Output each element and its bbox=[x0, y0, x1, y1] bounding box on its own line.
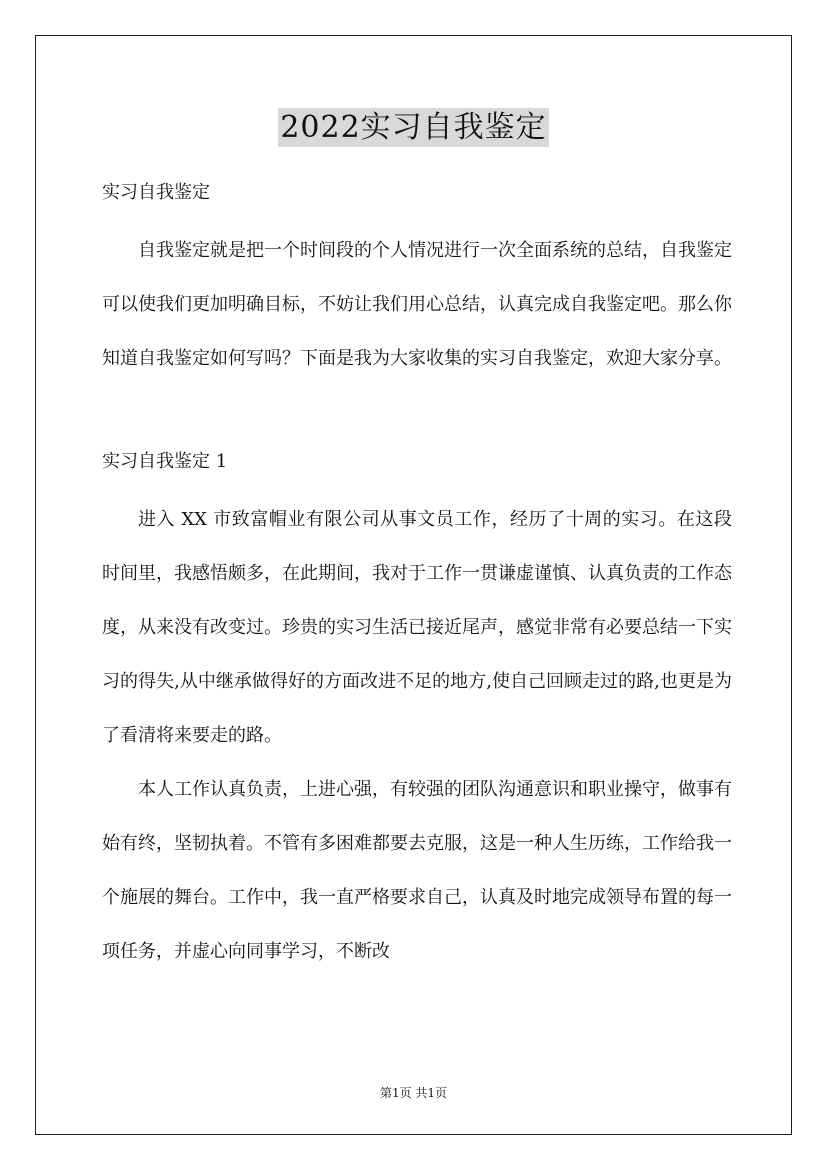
document-title-wrap bbox=[0, 102, 827, 146]
intro-paragraph: 自我鉴定就是把一个时间段的个人情况进行一次全面系统的总结，自我鉴定可以使我们更加明确目标，不妨让我们用心总结，认真完成自我鉴定吧。那么你知道自我鉴定如何写吗？下面是我为大家收集的实习自我鉴定，欢迎大家分享。 bbox=[102, 240, 732, 369]
document-body bbox=[102, 170, 732, 979]
section-heading: 实习自我鉴定 1 bbox=[102, 451, 228, 472]
page-footer: 第1页 共1页 bbox=[379, 1086, 448, 1100]
subtitle: 实习自我鉴定 bbox=[102, 182, 210, 203]
spacer bbox=[102, 386, 732, 439]
body-paragraph-1: 进入 XX 市致富帽业有限公司从事文员工作，经历了十周的实习。在这段时间里，我感悟颇多，在此期间，我对于工作一贯谦虚谨慎、认真负责的工作态度，从来没有改变过。珍贵的实习生活已接近尾声，感觉非常有必要总结一下实习的得失,从中继承做得好的方面改进不足的地方,使自己回顾走过的路,也更是为了看清将来要走的路。 bbox=[102, 509, 732, 746]
body-paragraph-2: 本人工作认真负责，上进心强，有较强的团队沟通意识和职业操守，做事有始有终，坚韧执着。不管有多困难都要去克服，这是一种人生历练，工作给我一个施展的舞台。工作中，我一直严格要求自己，认真及时地完成领导布置的每一项任务，并虚心向同事学习，不断改 bbox=[102, 779, 732, 962]
document-title: 2022实习自我鉴定 bbox=[280, 110, 547, 145]
